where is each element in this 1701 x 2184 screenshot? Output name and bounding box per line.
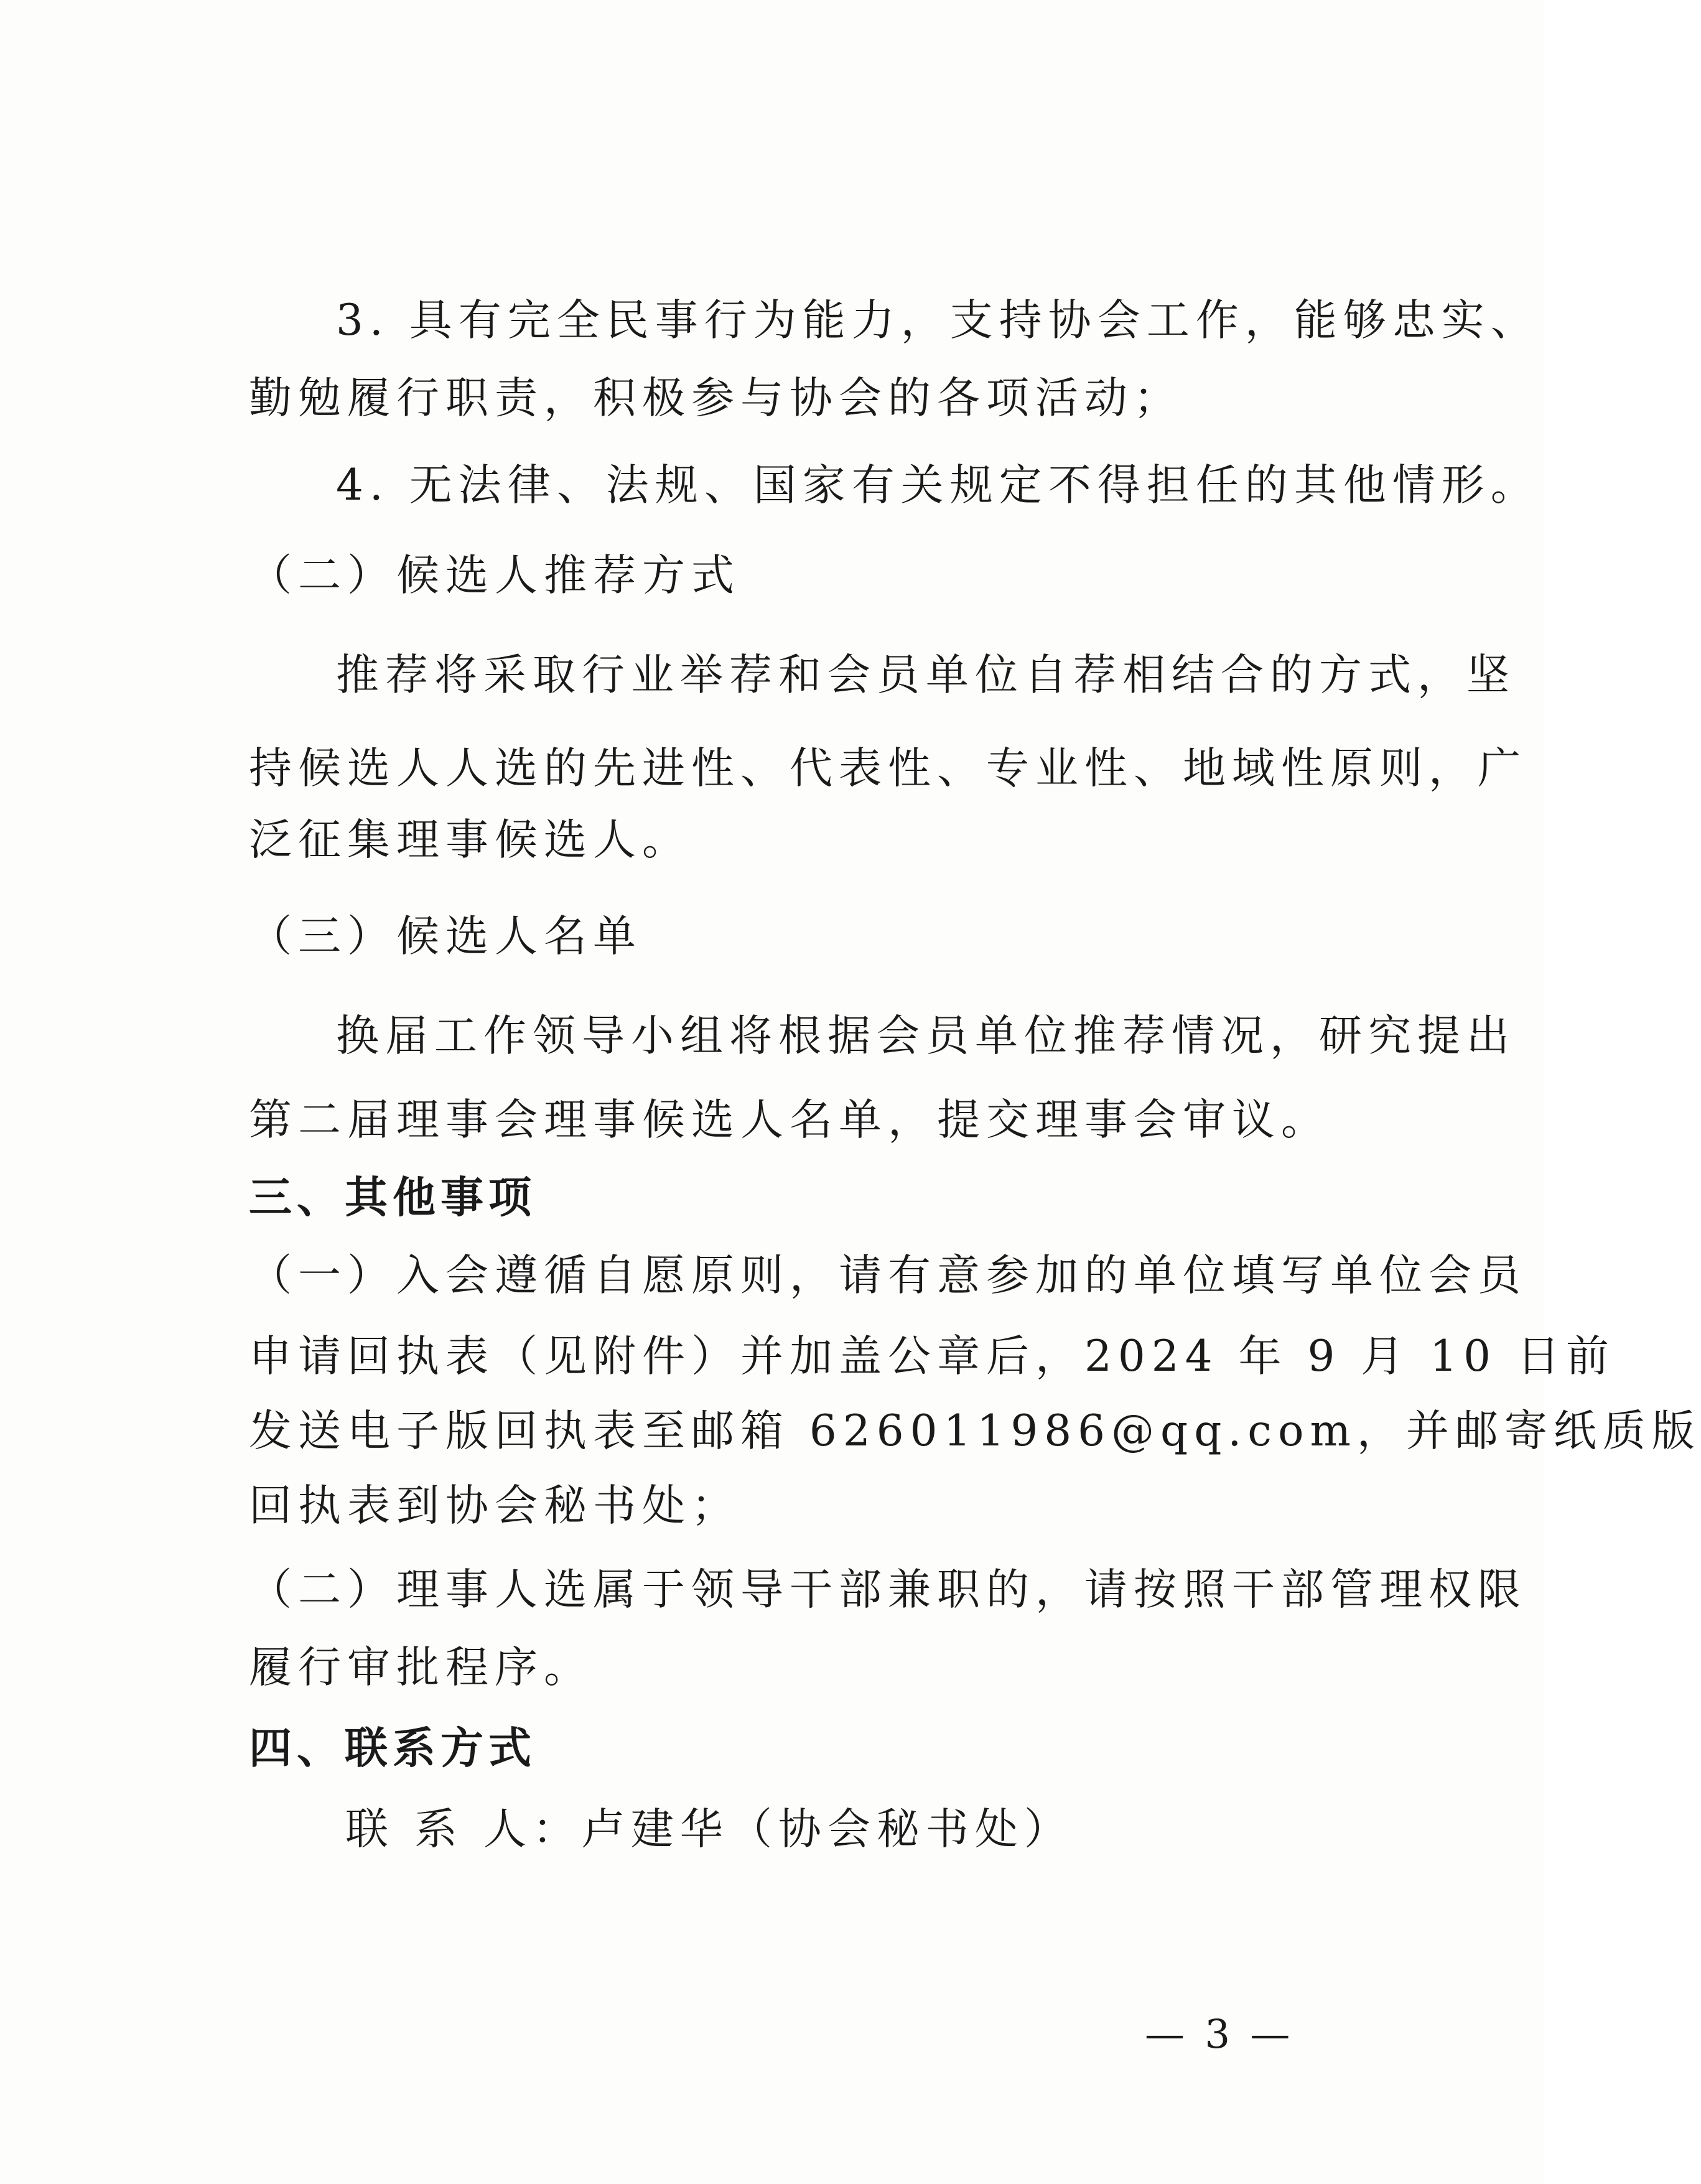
other-matters-item-2-line-2: 履行审批程序。 (249, 1643, 593, 1692)
criteria-item-4: 4. 无法律、法规、国家有关规定不得担任的其他情形。 (336, 460, 1540, 510)
recommendation-line-3: 泛征集理事候选人。 (249, 815, 691, 865)
other-matters-heading: 三、其他事项 (249, 1173, 536, 1223)
contact-person: 联 系 人：卢建华（协会秘书处） (345, 1804, 1073, 1854)
candidate-list-line-2: 第二届理事会理事候选人名单，提交理事会审议。 (249, 1095, 1330, 1145)
other-matters-item-1-line-2: 申请回执表（见附件）并加盖公章后，2024 年 9 月 10 日前 (249, 1332, 1615, 1381)
other-matters-item-1-line-4: 回执表到协会秘书处； (249, 1481, 740, 1531)
candidate-list-heading: （三）候选人名单 (249, 912, 642, 961)
recommendation-line-2: 持候选人人选的先进性、代表性、专业性、地域性原则，广 (249, 744, 1527, 793)
other-matters-item-1-line-1: （一）入会遵循自愿原则，请有意参加的单位填写单位会员 (249, 1251, 1527, 1300)
criteria-item-3-line-2: 勤勉履行职责，积极参与协会的各项活动； (249, 373, 1183, 423)
other-matters-item-1-line-3: 发送电子版回执表至邮箱 626011986@qq.com，并邮寄纸质版 (249, 1406, 1701, 1456)
recommendation-line-1: 推荐将采取行业举荐和会员单位自荐相结合的方式，坚 (336, 650, 1516, 700)
page-number: — 3 — (1145, 2012, 1294, 2058)
other-matters-item-2-line-1: （二）理事人选属于领导干部兼职的，请按照干部管理权限 (249, 1565, 1527, 1615)
recommendation-heading: （二）候选人推荐方式 (249, 551, 740, 600)
criteria-item-3-line-1: 3. 具有完全民事行为能力，支持协会工作，能够忠实、 (336, 296, 1540, 345)
candidate-list-line-1: 换届工作领导小组将根据会员单位推荐情况，研究提出 (336, 1011, 1516, 1061)
contact-heading: 四、联系方式 (249, 1724, 536, 1773)
